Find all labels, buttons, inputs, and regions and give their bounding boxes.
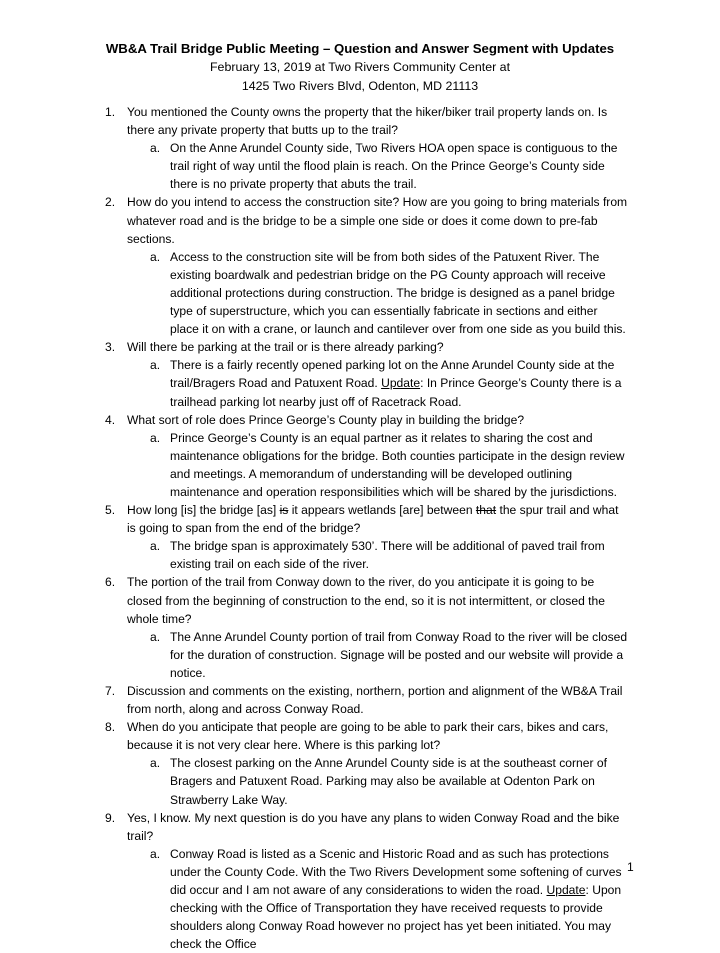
question-number: 8.	[105, 720, 116, 735]
meeting-address-line: 1425 Two Rivers Blvd, Odenton, MD 21113	[241, 79, 479, 93]
answer-item	[0, 537, 720, 573]
question-item	[0, 718, 720, 754]
update-label: Update	[546, 883, 586, 898]
answer-text: The closest parking on the Anne Arundel County side is at the southeast corner of Bragers and Patuxent Road. Parking may also be available at Odenton Park on Strawberry Lake Way.	[170, 756, 607, 807]
question-text-part3: the spur trail and what is going to span from the end of the bridge?	[127, 503, 619, 536]
question-text: You mentioned the County owns the property that the hiker/biker trail property lands on. Is there any private property that butts up to the trail?	[127, 105, 608, 138]
question-item	[0, 501, 720, 537]
question-item	[0, 809, 720, 845]
document-title: WB&A Trail Bridge Public Meeting – Question and Answer Segment with Updates	[105, 41, 615, 56]
answer-item	[0, 139, 720, 193]
answer-marker: a.	[150, 846, 161, 861]
answer-marker: a.	[150, 629, 161, 644]
document-header	[0, 40, 720, 96]
answer-item	[0, 628, 720, 682]
answer-text: Prince George’s County is an equal partner as it relates to sharing the cost and maintenance obligations for the bridge. Both counties participate in the design review and meetings. A memorandum of understanding will be developed outlining maintenance and operation responsibilities which will be shared by the jurisdictions.	[170, 430, 625, 499]
page-number: 1	[627, 860, 634, 874]
question-item	[0, 573, 720, 627]
question-number: 1.	[105, 105, 116, 119]
answer-marker: a.	[150, 358, 161, 373]
struck-word: is	[279, 503, 289, 518]
answer-text-end: : In Prince George’s County there is a trailhead parking lot nearby just off of Racetrack Road.	[170, 376, 622, 409]
answer-item	[0, 845, 720, 953]
answer-text: On the Anne Arundel County side, Two Rivers HOA open space is contiguous to the trail right of way until the flood plain is reach. On the Prince George’s County side there is no private property that abuts the trail.	[170, 141, 618, 192]
question-item	[0, 411, 720, 429]
answer-text: The Anne Arundel County portion of trail from Conway Road to the river will be closed for the duration of construction. Signage will be posted and our website will provide a notice.	[170, 629, 628, 680]
question-number: 4.	[105, 412, 116, 427]
question-text-part1: How long [is] the bridge [as]	[127, 503, 280, 518]
answer-marker: a.	[150, 539, 161, 554]
answer-text: The bridge span is approximately 530’. There will be additional of paved trail from existing trail on each side of the river.	[170, 539, 605, 572]
question-text: Will there be parking at the trail or is there already parking?	[127, 340, 444, 355]
question-number: 7.	[105, 684, 116, 698]
answer-item	[0, 356, 720, 410]
answer-marker: a.	[150, 249, 161, 264]
question-text: What sort of role does Prince George’s County play in building the bridge?	[127, 412, 525, 427]
meeting-date-line: February 13, 2019 at Two Rivers Community Center at	[209, 60, 511, 74]
answer-item	[0, 429, 720, 501]
answer-text: Access to the construction site will be from both sides of the Patuxent River. The existing boardwalk and pedestrian bridge on the PG County approach will receive additional protections during construction. The bridge is designed as a panel bridge type of superstructure, which you can essentially fabricate in sections and either place it on with a crane, or launch and cantilever over from one side as you build this.	[170, 249, 626, 337]
answer-item	[0, 248, 720, 338]
question-text-part2: it appears wetlands [are] between	[288, 503, 476, 518]
question-number: 3.	[105, 340, 116, 355]
struck-word: that	[475, 503, 497, 518]
question-number: 2.	[105, 195, 116, 210]
question-number: 6.	[105, 575, 116, 590]
qa-list	[0, 103, 720, 953]
update-label: Update	[381, 376, 421, 391]
answer-item	[0, 754, 720, 808]
question-text: How do you intend to access the construction site? How are you going to bring materials from whatever road and is the bridge to be a simple one side or does it come down to pre-fab sections.	[127, 195, 628, 246]
answer-text-end: : Upon checking with the Office of Transportation they have received requests to provide shoulders along Conway Road however no project has yet been initiated. You may check the Office	[170, 883, 622, 952]
question-item	[0, 338, 720, 356]
question-text: When do you anticipate that people are going to be able to park their cars, bikes and cars, because it is not very clear here. Where is this parking lot?	[127, 720, 609, 753]
question-item	[0, 682, 720, 718]
answer-marker: a.	[150, 430, 161, 445]
question-text: The portion of the trail from Conway down to the river, do you anticipate it is going to be closed from the beginning of construction to the end, so it is not intermittent, or closed the whole time?	[127, 575, 605, 626]
question-number: 5.	[105, 503, 116, 518]
answer-marker: a.	[150, 756, 161, 771]
answer-marker: a.	[150, 141, 161, 156]
question-text: Yes, I know. My next question is do you have any plans to widen Conway Road and the bike trail?	[127, 810, 620, 843]
answer-text-start: Conway Road is listed as a Scenic and Historic Road and as such has protections under the County Code. With the Two Rivers Development some softening of curves did occur and I am not aware of any considerations to widen the road.	[170, 846, 622, 898]
question-item	[0, 103, 720, 139]
question-text: Discussion and comments on the existing, northern, portion and alignment of the WB&A Trail from north, along and across Conway Road.	[127, 684, 623, 717]
question-item	[0, 193, 720, 247]
question-number: 9.	[105, 810, 116, 825]
answer-text-start: There is a fairly recently opened parking lot on the Anne Arundel County side at the trail/Bragers Road and Patuxent Road.	[170, 358, 615, 391]
